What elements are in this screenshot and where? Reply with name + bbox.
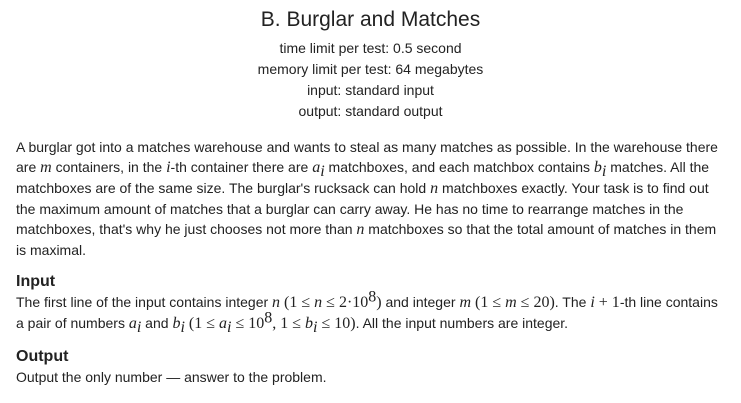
output-file: output: standard output: [298, 103, 443, 119]
output-section-title: Output: [16, 348, 69, 365]
statement-text: matchboxes so that the total amount of matches in them is maximal.: [16, 221, 717, 258]
problem-title: B. Burglar and Matches: [260, 8, 481, 31]
output-section-text: Output the only number — answer to the problem.: [16, 369, 327, 385]
output-specification: [16, 347, 728, 387]
math-var: a: [312, 159, 321, 176]
math-expr: ≤ 20): [516, 294, 555, 311]
math-var: n: [314, 294, 323, 311]
math-var: n: [430, 180, 439, 197]
math-subscript: i: [320, 162, 325, 180]
math-var: i: [590, 294, 595, 311]
memory-limit: memory limit per test: 64 megabytes: [257, 61, 484, 77]
statement-text: containers, in the: [51, 159, 167, 175]
math-var: a: [128, 315, 137, 332]
math-expr: (1 ≤: [184, 315, 219, 332]
math-subscript: i: [227, 318, 232, 336]
math-var: b: [172, 315, 181, 332]
input-specification: [16, 272, 728, 334]
problem-statement: [16, 137, 728, 260]
math-var: m: [40, 159, 52, 176]
time-limit: time limit per test: 0.5 second: [279, 40, 462, 56]
input-section-title: Input: [16, 273, 56, 290]
math-exponent: 8: [368, 288, 377, 306]
math-var: i: [166, 159, 171, 176]
math-var: b: [305, 315, 314, 332]
input-text: . All the input numbers are integer.: [355, 315, 569, 331]
problem-header: [0, 0, 741, 122]
math-subscript: i: [313, 318, 318, 336]
math-expr: (1 ≤: [471, 294, 506, 311]
input-text: and integer: [381, 294, 460, 310]
input-text: and: [141, 315, 173, 331]
math-var: a: [219, 315, 227, 332]
math-expr: ≤ 10): [317, 315, 356, 332]
statement-text: -th container there are: [170, 159, 313, 175]
math-var: m: [459, 294, 471, 311]
input-file: input: standard input: [307, 82, 434, 98]
math-var: b: [593, 159, 602, 176]
math-var: m: [505, 294, 517, 311]
input-text: -th line contains a pair of numbers: [16, 294, 718, 331]
math-subscript: i: [180, 318, 185, 336]
input-section-text: [16, 288, 728, 336]
math-expr: ≤ 10: [231, 315, 265, 332]
input-text: The first line of the input contains integer: [16, 294, 273, 310]
statement-text: matchboxes, and each matchbox contains: [324, 159, 594, 175]
math-expr: + 1: [594, 294, 620, 311]
math-subscript: i: [136, 318, 142, 336]
math-expr: (1 ≤: [280, 294, 315, 311]
statement-text: A burglar got into a matches warehouse and wants to steal as many matches as possible. In the warehouse there are: [16, 139, 718, 175]
statement-text: matches. All the matchboxes are of the same size. The burglar's rucksack can hold: [16, 159, 710, 196]
math-expr: ≤ 2·10: [322, 294, 369, 311]
math-var: n: [356, 221, 365, 238]
math-exponent: 8: [264, 309, 273, 327]
math-expr: ): [376, 294, 382, 311]
statement-text: matchboxes exactly. Your task is to find out the maximum amount of matches that a burglar can carry away. He has no time to rearrange matches in the matchboxes, that's why he just chooses not more than: [16, 180, 709, 237]
input-text: . The: [554, 294, 591, 310]
math-subscript: i: [601, 162, 607, 180]
math-var: n: [272, 294, 281, 311]
math-expr: , 1 ≤: [272, 315, 306, 332]
